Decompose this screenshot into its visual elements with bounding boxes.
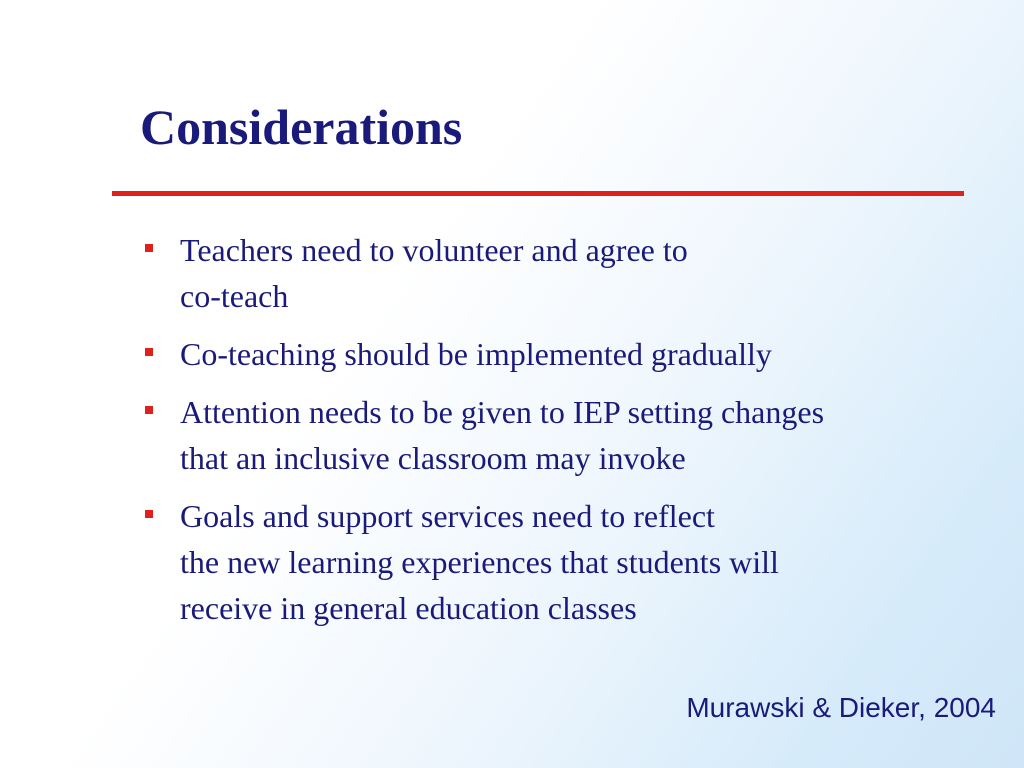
square-bullet-icon — [145, 510, 153, 518]
bullet-item — [140, 389, 1000, 481]
bullet-text-line: co-teach — [180, 278, 289, 314]
title-underline-rule — [112, 191, 964, 196]
bullet-item — [140, 331, 1000, 377]
bullet-text-line: Goals and support services need to reflect — [180, 498, 715, 534]
square-bullet-icon — [145, 348, 153, 356]
citation: Murawski & Dieker, 2004 — [686, 692, 996, 723]
square-bullet-icon — [145, 406, 153, 414]
slide-title: Considerations — [140, 99, 463, 155]
bullet-text-line: Co-teaching should be implemented gradually — [180, 336, 772, 372]
bullet-text-line: Attention needs to be given to IEP setting changes — [180, 394, 825, 430]
bullet-item — [140, 493, 1000, 631]
bullet-text-line: receive in general education classes — [180, 590, 637, 626]
bullet-text-line: that an inclusive classroom may invoke — [180, 440, 686, 476]
square-bullet-icon — [145, 244, 153, 252]
bullet-text-line: Teachers need to volunteer and agree to — [180, 232, 688, 268]
bullet-list — [140, 227, 1000, 643]
bullet-item — [140, 227, 1000, 319]
bullet-text-line: the new learning experiences that students will — [180, 544, 779, 580]
